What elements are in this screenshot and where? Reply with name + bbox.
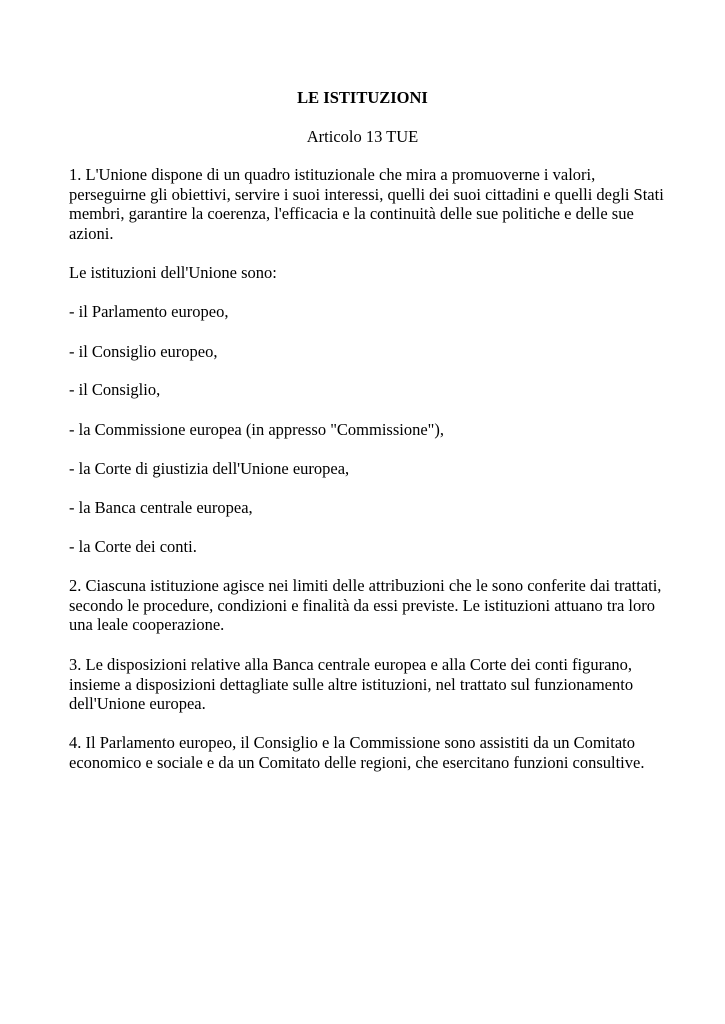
institution-list-item: - la Banca centrale europea, (69, 498, 253, 517)
paragraph-3: 3. Le disposizioni relative alla Banca centrale europea e alla Corte dei conti figurano, insieme a disposizioni dettagliate sulle altre istituzioni, nel trattato sul funzionamento dell'Unione europea. (69, 655, 634, 713)
paragraph-2: 2. Ciascuna istituzione agisce nei limiti delle attribuzioni che le sono conferite dai trattati, secondo le procedure, condizioni e finalità da essi previste. Le istituzioni attuano tra loro una leale cooperazione. (69, 576, 662, 634)
institution-list-item: - il Parlamento europeo, (69, 302, 229, 321)
paragraph-4: 4. Il Parlamento europeo, il Consiglio e la Commissione sono assistiti da un Comitato economico e sociale e da un Comitato delle regioni, che esercitano funzioni consultive. (69, 733, 645, 772)
institution-list-item: - la Corte dei conti. (69, 537, 197, 556)
institution-list-item: - la Commissione europea (in appresso "Commissione"), (69, 420, 445, 439)
document-title: LE ISTITUZIONI (297, 88, 428, 107)
institution-list-item: - il Consiglio, (69, 380, 161, 399)
institutions-intro: Le istituzioni dell'Unione sono: (69, 263, 277, 282)
institution-list-item: - la Corte di giustizia dell'Unione europea, (69, 459, 350, 478)
paragraph-1: 1. L'Unione dispone di un quadro istituzionale che mira a promuoverne i valori, perseguirne gli obiettivi, servire i suoi interessi, quelli dei suoi cittadini e quelli degli Stati membri, garantire la coerenza, l'efficacia e la continuità delle sue politiche e delle sue azioni. (69, 165, 664, 243)
institution-list-item: - il Consiglio europeo, (69, 342, 218, 361)
article-heading: Articolo 13 TUE (306, 127, 419, 146)
